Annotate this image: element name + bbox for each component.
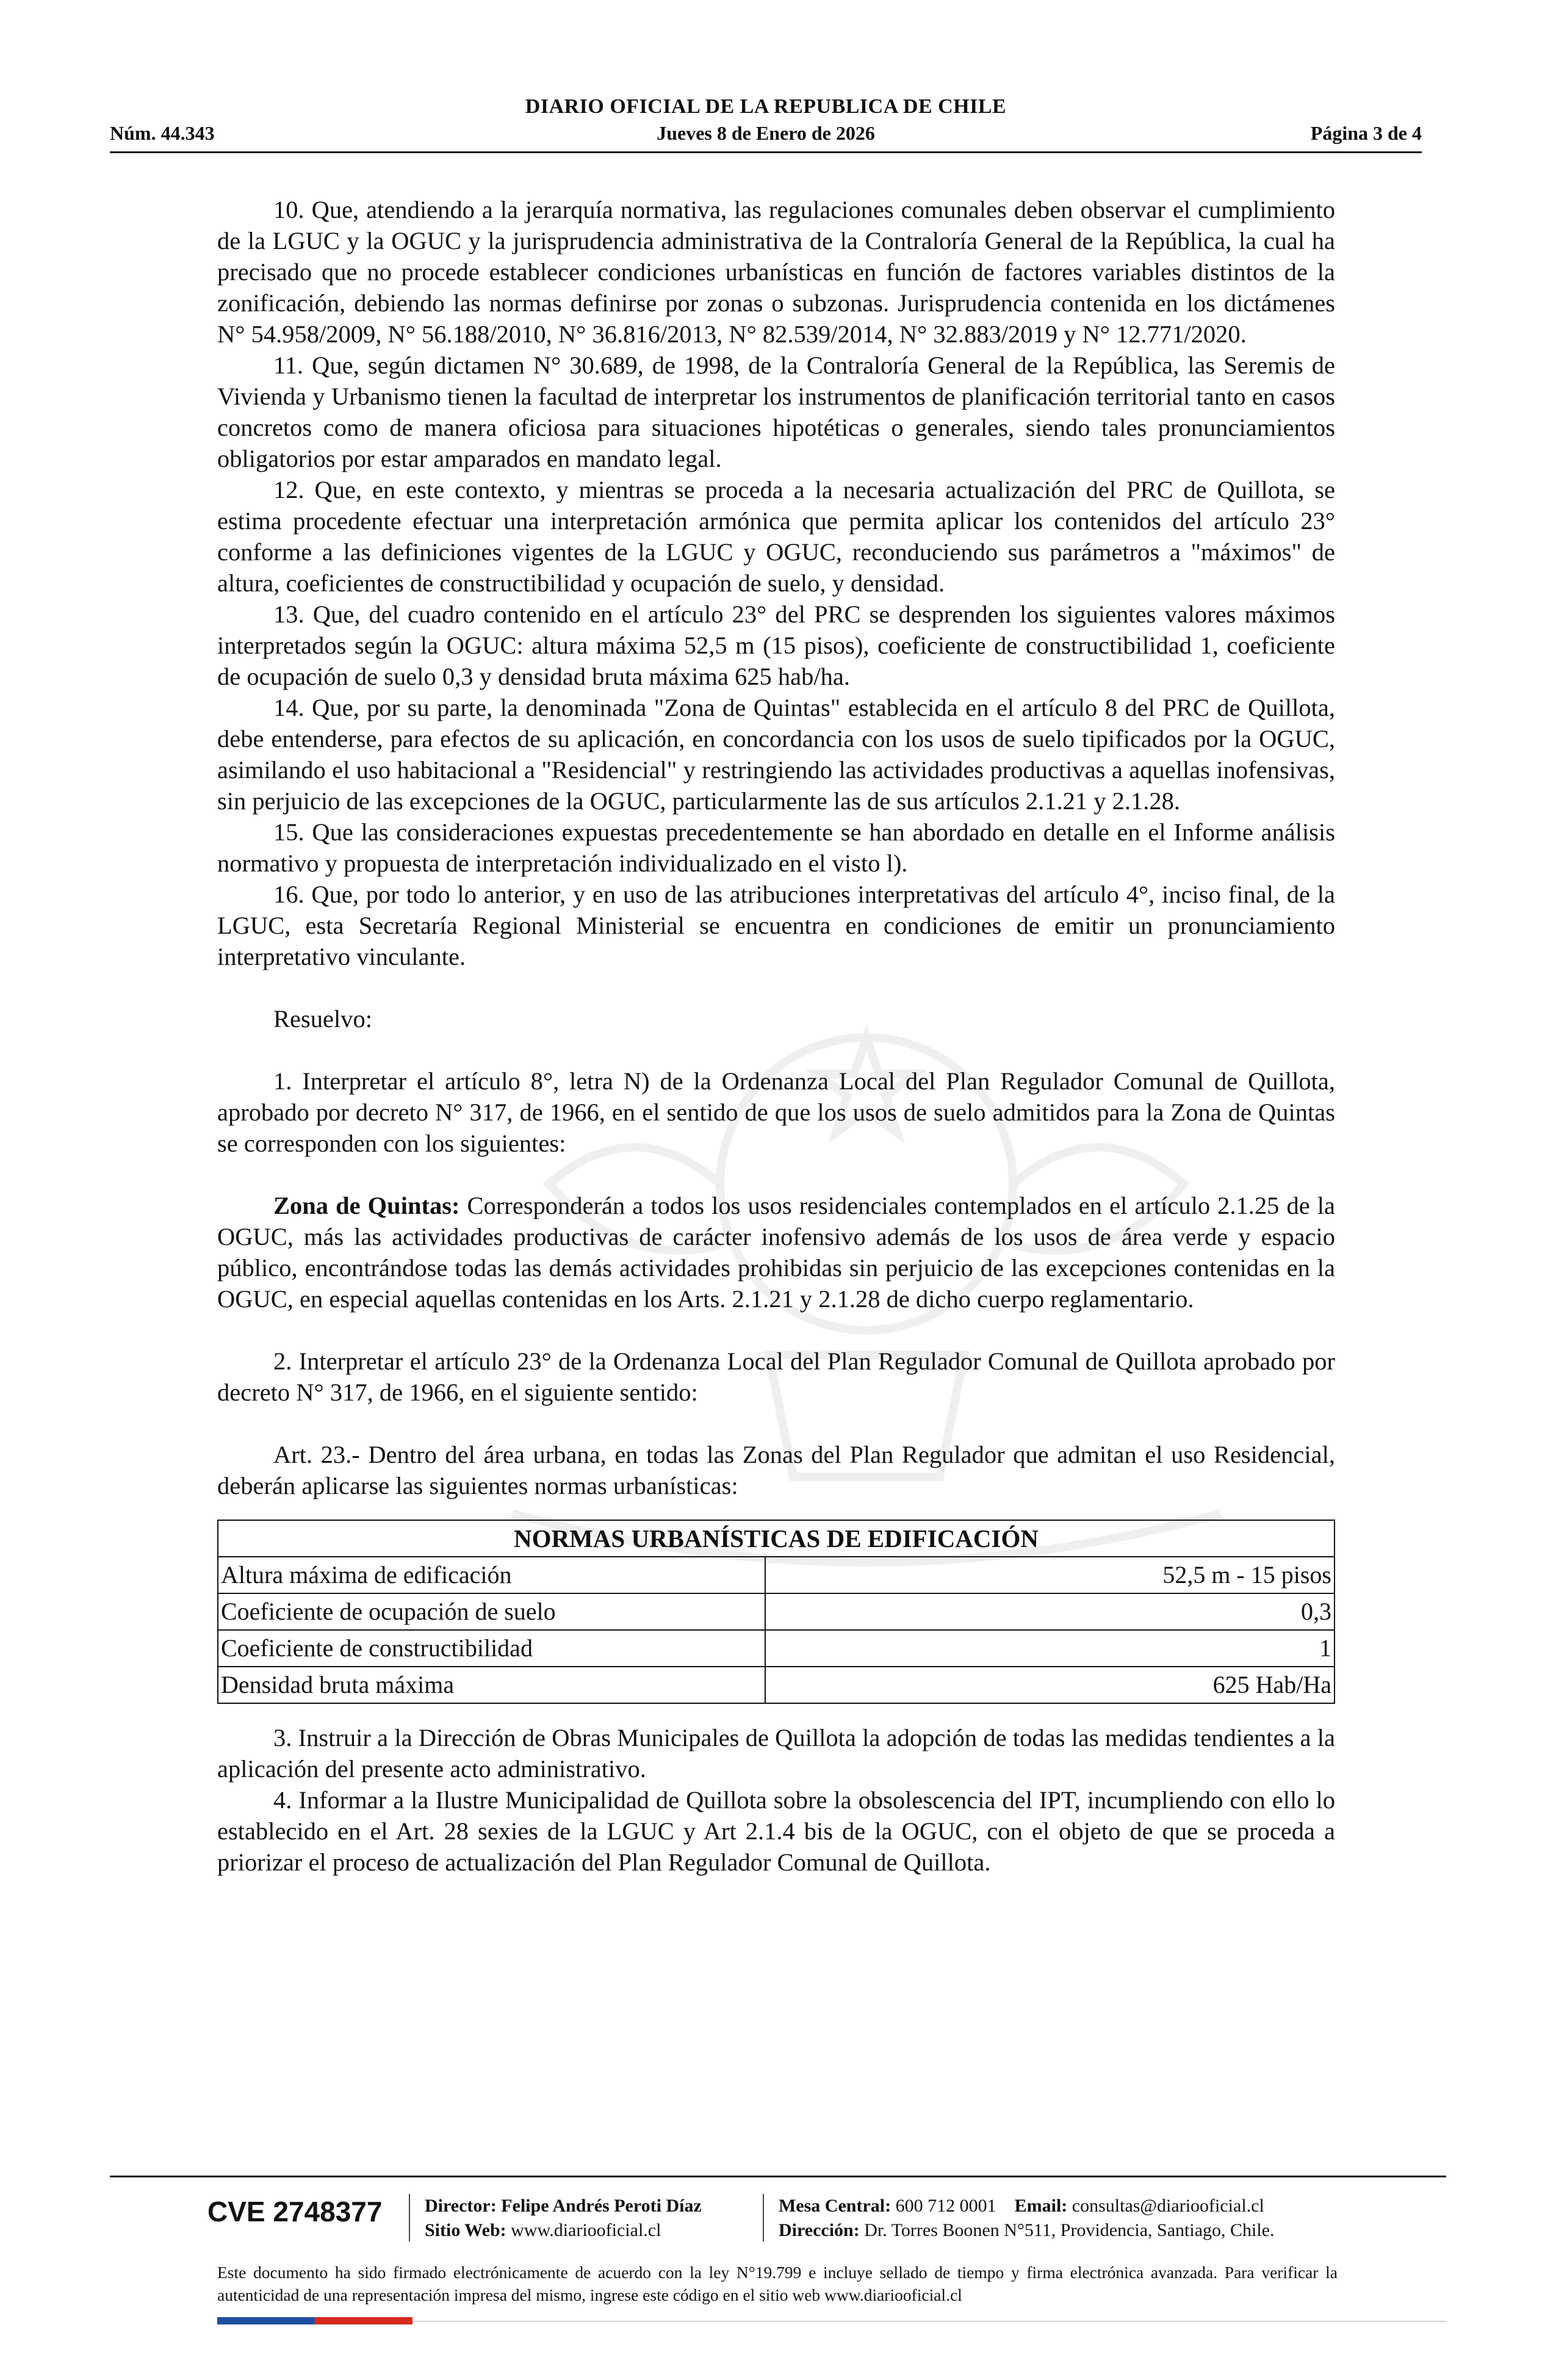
resolucion-punto-3: 3. Instruir a la Dirección de Obras Municipales de Quillota la adopción de todas las medidas tendientes a la aplicación del presente acto administrativo.: [217, 1724, 1335, 1783]
table-cell-value: 0,3: [765, 1593, 1334, 1630]
table-row: [218, 1557, 1334, 1593]
footer-director-block: [425, 2194, 702, 2243]
zona-quintas-text: Corresponderán a todos los usos residenciales contemplados en el artículo 2.1.25 de la OGUC, más las actividades productivas de carácter inofensivo además de los usos de área verde y espacio público, encontrándose todas las demás actividades prohibidas sin perjuicio de las excepciones contenidas en la OGUC, en especial aquellas contenidas en los Arts. 2.1.21 y 2.1.28 de dicho cuerpo reglamentario.: [217, 1192, 1335, 1313]
footer-separator: [409, 2194, 410, 2241]
mesa-label: Mesa Central:: [779, 2196, 891, 2216]
normas-table-title: NORMAS URBANÍSTICAS DE EDIFICACIÓN: [218, 1520, 1334, 1557]
header-divider: [110, 151, 1422, 153]
issue-number: Núm. 44.343: [110, 122, 215, 144]
zona-quintas-label: Zona de Quintas:: [273, 1192, 460, 1219]
email-link[interactable]: consultas@diariooficial.cl: [1072, 2196, 1264, 2216]
legal-notice: Este documento ha sido firmado electrónicamente de acuerdo con la ley N°19.799 e incluye sellado de tiempo y firma electrónica avanzada. Para verificar la autenticidad de una representación impresa del mismo, ingrese este código en el sitio web www.diariooficial.cl: [217, 2263, 1338, 2304]
considerando-15: 15. Que las consideraciones expuestas precedentemente se han abordado en detalle en el Informe análisis normativo y propuesta de interpretación individualizado en el visto l).: [217, 818, 1335, 877]
page-number: Página 3 de 4: [1310, 122, 1422, 144]
considerando-13: 13. Que, del cuadro contenido en el artículo 23° del PRC se desprenden los siguientes valores máximos interpretados según la OGUC: altura máxima 52,5 m (15 pisos), coeficiente de constructibilidad 1, coeficiente de ocupación de suelo 0,3 y densidad bruta máxima 625 hab/ha.: [217, 600, 1335, 690]
direccion-text: Dr. Torres Boonen N°511, Providencia, Santiago, Chile.: [864, 2220, 1275, 2240]
director-name: Felipe Andrés Peroti Díaz: [501, 2196, 702, 2216]
resolucion-punto-1: 1. Interpretar el artículo 8°, letra N) de la Ordenanza Local del Plan Regulador Comunal de Quillota, aprobado por decreto N° 317, de 1966, en el sentido de que los usos de suelo admitidos para la Zona de Quintas se corresponden con los siguientes:: [217, 1067, 1335, 1157]
sitio-label: Sitio Web:: [425, 2220, 506, 2240]
table-cell-value: 1: [765, 1630, 1334, 1667]
considerando-14: 14. Que, por su parte, la denominada "Zona de Quintas" establecida en el artículo 8 del PRC de Quillota, debe entenderse, para efectos de su aplicación, en concordancia con los usos de suelo tipificados por la OGUC, asimilando el uso habitacional a "Residencial" y restringiendo las actividades productivas a aquellas inofensivas, sin perjuicio de las excepciones de la OGUC, particularmente las de sus artículos 2.1.21 y 2.1.28.: [217, 694, 1335, 815]
cve-code: CVE 2748377: [207, 2196, 383, 2227]
articulo-23: Art. 23.- Dentro del área urbana, en todas las Zonas del Plan Regulador que admitan el uso Residencial, deberán aplicarse las siguientes normas urbanísticas:: [217, 1441, 1335, 1499]
direccion-label: Dirección:: [779, 2220, 860, 2240]
table-row: [218, 1667, 1334, 1703]
flag-red-segment: [315, 2317, 412, 2324]
issue-date: Jueves 8 de Enero de 2026: [657, 122, 875, 144]
footer-divider: [110, 2176, 1446, 2177]
footer-bottom-line: [412, 2321, 1446, 2322]
considerando-10: 10. Que, atendiendo a la jerarquía normativa, las regulaciones comunales deben observar el cumplimiento de la LGUC y la OGUC y la jurisprudencia administrativa de la Contraloría General de la República, la cual ha precisado que no procede establecer condiciones urbanísticas en función de factores variables distintos de la zonificación, debiendo las normas definirse por zonas o subzonas. Jurisprudencia contenida en los dictámenes N° 54.958/2009, N° 56.188/2010, N° 36.816/2013, N° 82.539/2014, N° 32.883/2019 y N° 12.771/2020.: [217, 196, 1335, 348]
table-cell-label: Coeficiente de ocupación de suelo: [218, 1593, 765, 1630]
table-cell-label: Altura máxima de edificación: [218, 1557, 765, 1593]
page-header: [110, 92, 1422, 159]
table-cell-label: Densidad bruta máxima: [218, 1667, 765, 1703]
normas-table: [217, 1520, 1335, 1704]
director-label: Director:: [425, 2196, 497, 2216]
table-cell-value: 625 Hab/Ha: [765, 1667, 1334, 1703]
newspaper-title: DIARIO OFICIAL DE LA REPUBLICA DE CHILE: [525, 95, 1007, 118]
table-row: [218, 1630, 1334, 1667]
table-row: [218, 1593, 1334, 1630]
resolucion-punto-2: 2. Interpretar el artículo 23° de la Ordenanza Local del Plan Regulador Comunal de Quillota aprobado por decreto N° 317, de 1966, en el siguiente sentido:: [217, 1347, 1335, 1406]
sitio-web-link[interactable]: www.diariooficial.cl: [511, 2220, 661, 2240]
considerando-16: 16. Que, por todo lo anterior, y en uso de las atribuciones interpretativas del artículo 4°, inciso final, de la LGUC, esta Secretaría Regional Ministerial se encuentra en condiciones de emitir un pronunciamiento interpretativo vinculante.: [217, 881, 1335, 970]
resolucion-punto-4: 4. Informar a la Ilustre Municipalidad de Quillota sobre la obsolescencia del IPT, incumpliendo con ello lo establecido en el Art. 28 sexies de la LGUC y Art 2.1.4 bis de la OGUC, con el objeto de que se proceda a priorizar el proceso de actualización del Plan Regulador Comunal de Quillota.: [217, 1786, 1335, 1876]
table-cell-value: 52,5 m - 15 pisos: [765, 1557, 1334, 1593]
considerando-11: 11. Que, según dictamen N° 30.689, de 1998, de la Contraloría General de la República, las Seremis de Vivienda y Urbanismo tienen la facultad de interpretar los instrumentos de planificación territorial tanto en casos concretos como de manera oficiosa para situaciones hipotéticas o generales, siendo tales pronunciamientos obligatorios por estar amparados en mandato legal.: [217, 352, 1335, 472]
zona-quintas-paragraph: [217, 1190, 1335, 1314]
footer-contact-block: [779, 2194, 1275, 2243]
mesa-phone: 600 712 0001: [895, 2196, 996, 2216]
considerando-12: 12. Que, en este contexto, y mientras se proceda a la necesaria actualización del PRC de Quillota, se estima procedente efectuar una interpretación armónica que permita aplicar los contenidos del artículo 23° conforme a las definiciones vigentes de la LGUC y OGUC, reconduciendo sus parámetros a "máximos" de altura, coeficientes de constructibilidad y ocupación de suelo, y densidad.: [217, 476, 1335, 597]
table-cell-label: Coeficiente de constructibilidad: [218, 1630, 765, 1667]
footer-separator: [763, 2194, 764, 2241]
document-body: [217, 194, 1335, 1878]
resuelvo-heading: Resuelvo:: [273, 1005, 372, 1033]
flag-blue-segment: [217, 2317, 315, 2324]
email-label: Email:: [1014, 2196, 1068, 2216]
flag-color-bar: [217, 2317, 412, 2324]
